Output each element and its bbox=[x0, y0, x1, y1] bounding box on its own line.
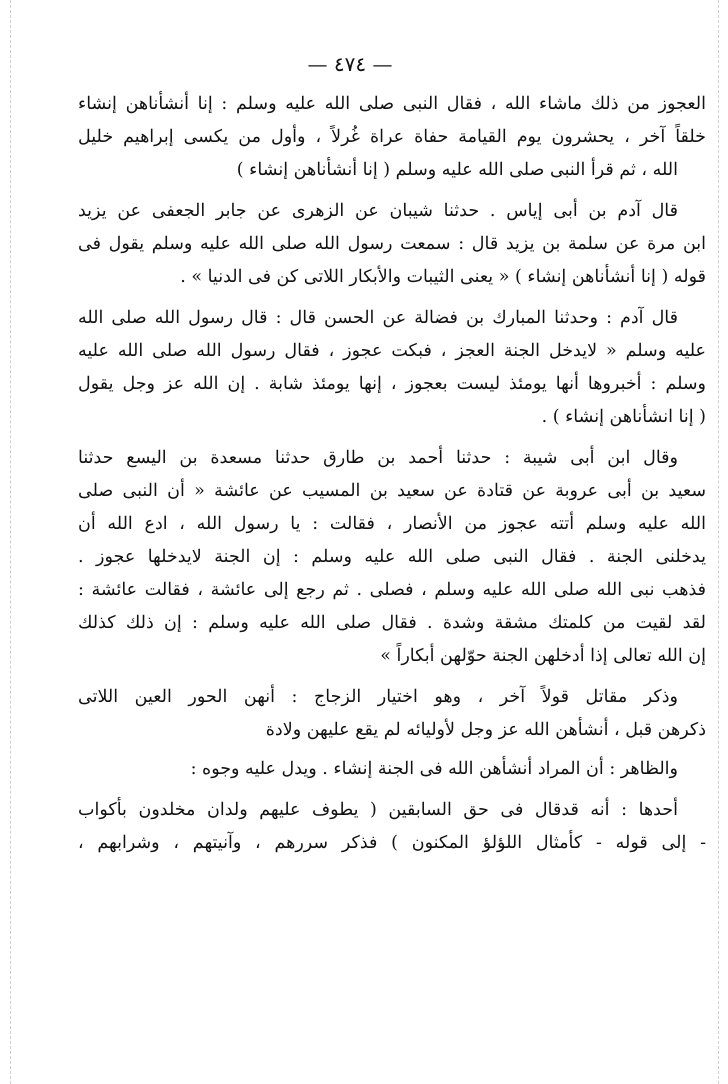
text-line: ( إنا انشأناهن إنشاء ) . bbox=[541, 407, 706, 427]
paragraph-4 bbox=[78, 442, 706, 673]
scan-edge-left bbox=[10, 0, 12, 1084]
text-line: قال آدم : وحدثنا المبارك بن فضالة عن الحسن قال : قال رسول الله صلى الله bbox=[78, 308, 678, 328]
text-line: يدخلنى الجنة . فقال النبى صلى الله عليه وسلم : إن الجنة لايدخلها عجوز . bbox=[78, 547, 706, 567]
text-line: قال آدم بن أبى إياس . حدثنا شيبان عن الزهرى عن جابر الجعفى عن يزيد bbox=[78, 201, 678, 221]
scan-edge-right bbox=[718, 0, 720, 1084]
text-line: العجوز من ذلك ماشاء الله ، فقال النبى صلى الله عليه وسلم : إنا أنشأناهن إنشاء bbox=[78, 94, 706, 114]
text-line: أحدها : أنه قدقال فى حق السابقين ( يطوف عليهم ولدان مخلدون بأكواب bbox=[78, 800, 678, 820]
text-line: وذكر مقاتل قولاً آخر ، وهو اختيار الزجاج : أنهن الحور العين اللاتى bbox=[78, 687, 678, 707]
text-line: ابن مرة عن سلمة بن يزيد قال : سمعت رسول الله صلى الله عليه وسلم يقول فى bbox=[78, 234, 706, 254]
paragraph-2 bbox=[78, 195, 706, 294]
text-line: وقال ابن أبى شيبة : حدثنا أحمد بن طارق حدثنا مسعدة بن اليسع حدثنا bbox=[78, 448, 678, 468]
text-line: والظاهر : أن المراد أنشأهن الله فى الجنة إنشاء . ويدل عليه وجوه : bbox=[190, 759, 678, 779]
paragraph-1 bbox=[78, 88, 706, 187]
paragraph-5 bbox=[78, 681, 706, 747]
text-line: - إلى قوله - كأمثال اللؤلؤ المكنون ) فذكر سررهم ، وآنيتهم ، وشرابهم ، bbox=[78, 833, 706, 853]
text-line: فذهب نبى الله صلى الله عليه وسلم ، فصلى . ثم رجع إلى عائشة ، فقالت عائشة : bbox=[78, 580, 706, 600]
text-line: لقد لقيت من كلمتك مشقة وشدة . فقال صلى الله عليه وسلم : إن ذلك كذلك bbox=[78, 613, 706, 633]
page-number: — ٤٧٤ — bbox=[307, 52, 393, 76]
text-line: قوله ( إنا أنشأناهن إنشاء ) « يعنى الثيبات والأبكار اللاتى كن فى الدنيا » . bbox=[180, 267, 706, 287]
text-line: وسلم : أخبروها أنها يومئذ ليست بعجوز ، إنها يومئذ شابة . إن الله عز وجل يقول bbox=[78, 374, 706, 394]
text-line: عليه وسلم « لايدخل الجنة العجز ، فبكت عجوز ، فقال رسول الله صلى الله عليه bbox=[78, 341, 706, 361]
text-line: الله ، ثم قرأ النبى صلى الله عليه وسلم ( إنا أنشأناهن إنشاء ) bbox=[236, 160, 678, 180]
paragraph-3 bbox=[78, 302, 706, 434]
paragraph-7 bbox=[78, 794, 706, 860]
text-line: ذكرهن قبل ، أنشأهن الله عز وجل لأوليائه لم يقع عليهن ولادة bbox=[265, 720, 706, 740]
text-body bbox=[78, 88, 706, 860]
paragraph-6 bbox=[78, 753, 706, 786]
text-line: خلقاً آخر ، يحشرون يوم القيامة حفاة عراة غُرلاً ، وأول من يكسى إبراهيم خليل bbox=[78, 127, 706, 147]
text-line: سعيد بن أبى عروبة عن قتادة عن سعيد بن المسيب عن عائشة « أن النبى صلى bbox=[78, 481, 706, 501]
text-line: إن الله تعالى إذا أدخلهن الجنة حوّلهن أبكاراً » bbox=[380, 646, 706, 666]
text-line: الله عليه وسلم أتته عجوز من الأنصار ، فقالت : يا رسول الله ، ادع الله أن bbox=[78, 514, 706, 534]
